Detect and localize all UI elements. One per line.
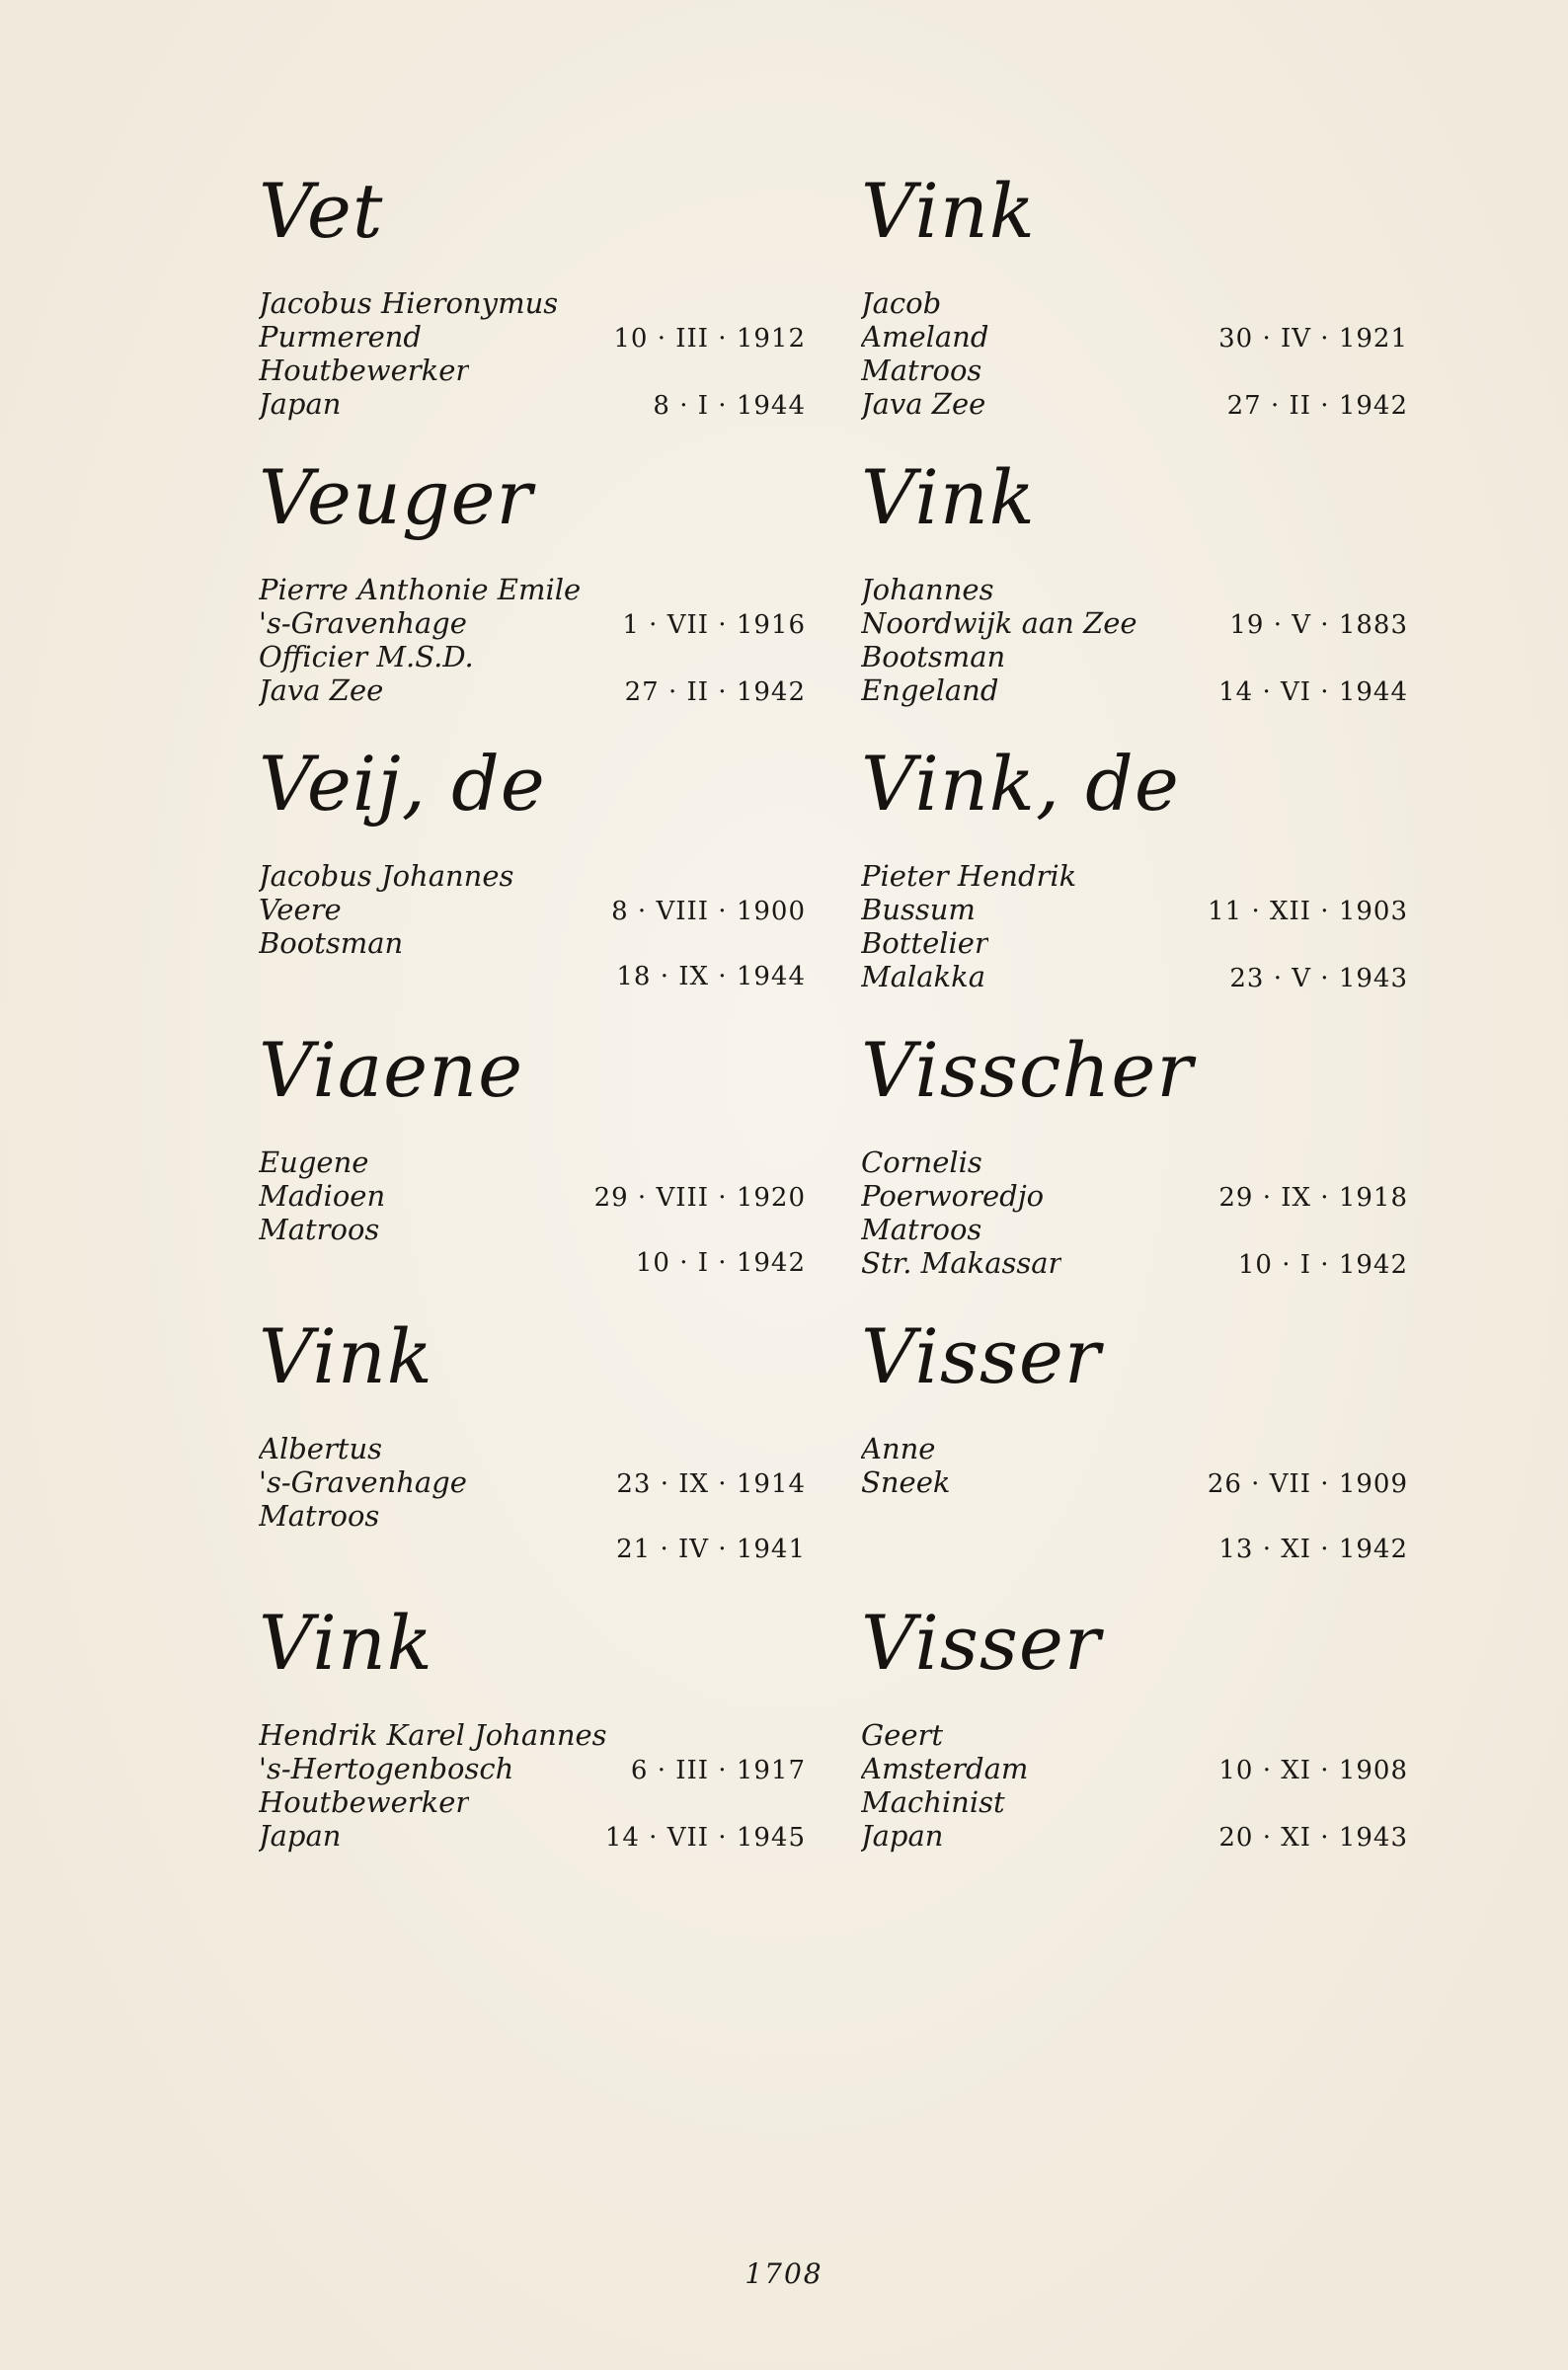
- entry-given-names: Jacobus Hieronymus: [259, 286, 559, 320]
- entry-birthplace: Sneek: [861, 1465, 951, 1499]
- entry-death-row: [861, 1533, 1414, 1566]
- entry-given-names-row: [259, 1432, 812, 1465]
- entry-given-names: Cornelis: [861, 1146, 982, 1179]
- entry-occupation-row: [259, 1785, 812, 1819]
- entry-surname: Vink: [861, 453, 1036, 541]
- memorial-entry: [861, 168, 1414, 454]
- entry-death-date: 14 · VI · 1944: [1218, 677, 1408, 707]
- entry-birthplace: Noordwijk aan Zee: [861, 606, 1137, 640]
- entry-birthplace: Madioen: [259, 1179, 386, 1213]
- entry-given-names: Pierre Anthonie Emile: [259, 573, 582, 606]
- entry-death-place: Engeland: [861, 673, 999, 707]
- entry-death-row: [861, 960, 1414, 993]
- entry-occupation: Houtbewerker: [259, 354, 470, 387]
- entry-birth-row: [259, 1465, 812, 1499]
- entry-occupation: Machinist: [861, 1785, 1005, 1819]
- entry-given-names: Albertus: [259, 1432, 383, 1465]
- entry-death-place: Java Zee: [259, 673, 384, 707]
- entry-given-names-row: [861, 1146, 1414, 1179]
- entry-given-names-row: [861, 859, 1414, 893]
- entry-occupation-row: [861, 926, 1414, 960]
- memorial-entry: [259, 1600, 812, 1886]
- entry-surname: Vet: [259, 167, 384, 255]
- entry-birthplace: Poerworedjo: [861, 1179, 1045, 1213]
- entry-birth-date: 29 · IX · 1918: [1218, 1183, 1408, 1213]
- entry-given-names-row: [861, 286, 1414, 320]
- entry-birthplace: 's-Gravenhage: [259, 606, 467, 640]
- memorial-entry: [861, 741, 1414, 1027]
- entry-occupation-row: [259, 640, 812, 673]
- entry-death-date: 21 · IV · 1941: [616, 1535, 806, 1564]
- entry-death-place: Japan: [861, 1819, 944, 1853]
- entry-death-row: [861, 1819, 1414, 1853]
- entry-birth-row: [259, 606, 812, 640]
- entry-birthplace: Ameland: [861, 320, 989, 354]
- entry-death-date: 27 · II · 1942: [624, 677, 806, 707]
- entry-death-row: [259, 673, 812, 707]
- entry-birthplace: Amsterdam: [861, 1752, 1029, 1785]
- entry-given-names-row: [259, 286, 812, 320]
- entry-birth-date: 11 · XII · 1903: [1208, 897, 1408, 926]
- entry-birth-row: [861, 1465, 1414, 1499]
- entry-birth-row: [259, 1179, 812, 1213]
- entry-given-names-row: [861, 573, 1414, 606]
- entry-birth-date: 23 · IX · 1914: [616, 1469, 806, 1499]
- entry-death-row: [861, 1246, 1414, 1280]
- entry-birth-date: 10 · XI · 1908: [1218, 1756, 1408, 1785]
- entry-occupation-row: [861, 1785, 1414, 1819]
- memorial-entry: [861, 1313, 1414, 1600]
- page-number: 1708: [745, 2257, 823, 2290]
- entry-given-names-row: [259, 573, 812, 606]
- entry-occupation: Matroos: [259, 1499, 380, 1533]
- entry-occupation-row: [861, 354, 1414, 387]
- entry-occupation: Matroos: [861, 354, 982, 387]
- entry-birthplace: Veere: [259, 893, 342, 926]
- entry-occupation: Matroos: [259, 1213, 380, 1246]
- right-column: [861, 168, 1414, 1886]
- entry-surname: Vink: [259, 1599, 433, 1687]
- entry-occupation-row: [259, 926, 812, 960]
- entry-occupation: Bootsman: [259, 926, 404, 960]
- entry-surname: Vink: [259, 1312, 433, 1400]
- entry-death-place: Japan: [259, 387, 342, 421]
- entry-birth-date: 30 · IV · 1921: [1218, 324, 1408, 354]
- entry-death-row: [259, 960, 812, 993]
- entry-surname: Visscher: [861, 1026, 1194, 1114]
- memorial-entry: [861, 1600, 1414, 1886]
- entry-given-names: Anne: [861, 1432, 936, 1465]
- entry-occupation: Officier M.S.D.: [259, 640, 474, 673]
- entry-given-names-row: [259, 1718, 812, 1752]
- entry-death-date: 20 · XI · 1943: [1218, 1823, 1408, 1853]
- entry-birth-row: [861, 1179, 1414, 1213]
- entry-death-row: [259, 1246, 812, 1280]
- entry-given-names: Eugene: [259, 1146, 369, 1179]
- entry-given-names: Johannes: [861, 573, 994, 606]
- entry-given-names-row: [861, 1718, 1414, 1752]
- entry-birth-date: 10 · III · 1912: [613, 324, 806, 354]
- entry-birth-date: 26 · VII · 1909: [1207, 1469, 1408, 1499]
- entry-given-names-row: [259, 859, 812, 893]
- entry-occupation: Houtbewerker: [259, 1785, 470, 1819]
- entry-death-date: 10 · I · 1942: [1237, 1250, 1408, 1280]
- memorial-entry: [259, 454, 812, 741]
- entry-occupation-row: [861, 1499, 1414, 1533]
- entry-surname: Visser: [861, 1312, 1102, 1400]
- entry-birthplace: Bussum: [861, 893, 976, 926]
- entry-death-place: Java Zee: [861, 387, 986, 421]
- entry-birth-date: 19 · V · 1883: [1229, 610, 1408, 640]
- entry-birth-row: [861, 320, 1414, 354]
- entry-occupation-row: [259, 354, 812, 387]
- entry-surname: Veij, de: [259, 740, 546, 828]
- entry-death-date: 23 · V · 1943: [1229, 964, 1408, 993]
- entry-given-names-row: [861, 1432, 1414, 1465]
- entry-birth-date: 8 · VIII · 1900: [611, 897, 806, 926]
- entry-birth-row: [861, 1752, 1414, 1785]
- entry-birth-date: 29 · VIII · 1920: [593, 1183, 806, 1213]
- entry-given-names: Pieter Hendrik: [861, 859, 1077, 893]
- entry-death-place: Japan: [259, 1819, 342, 1853]
- memorial-entry: [861, 454, 1414, 741]
- entry-death-date: 27 · II · 1942: [1226, 391, 1408, 421]
- entry-birth-row: [259, 320, 812, 354]
- entry-death-row: [861, 387, 1414, 421]
- entry-occupation-row: [259, 1213, 812, 1246]
- entry-death-row: [259, 1533, 812, 1566]
- entry-birthplace: 's-Gravenhage: [259, 1465, 467, 1499]
- entry-death-place: Malakka: [861, 960, 985, 993]
- entry-birthplace: Purmerend: [259, 320, 422, 354]
- entry-birthplace: 's-Hertogenbosch: [259, 1752, 514, 1785]
- entry-birth-row: [259, 1752, 812, 1785]
- entry-occupation: Matroos: [861, 1213, 982, 1246]
- entry-death-date: 14 · VII · 1945: [604, 1823, 806, 1853]
- entry-birth-row: [861, 606, 1414, 640]
- entry-birth-row: [861, 893, 1414, 926]
- memorial-entry: [259, 1027, 812, 1313]
- entry-occupation: Bootsman: [861, 640, 1006, 673]
- entry-given-names: Jacob: [861, 286, 942, 320]
- entry-surname: Viaene: [259, 1026, 524, 1114]
- entry-given-names: Geert: [861, 1718, 944, 1752]
- entry-birth-row: [259, 893, 812, 926]
- entry-birth-date: 6 · III · 1917: [630, 1756, 806, 1785]
- memorial-entry: [259, 1313, 812, 1600]
- left-column: [259, 168, 812, 1886]
- entry-occupation-row: [861, 640, 1414, 673]
- entry-occupation: Bottelier: [861, 926, 988, 960]
- entry-death-date: 18 · IX · 1944: [616, 962, 806, 991]
- entry-death-row: [259, 387, 812, 421]
- memorial-entry: [861, 1027, 1414, 1313]
- entry-death-row: [259, 1819, 812, 1853]
- memorial-entry: [259, 168, 812, 454]
- entry-death-row: [861, 673, 1414, 707]
- entry-death-place: Str. Makassar: [861, 1246, 1062, 1280]
- entry-surname: Vink, de: [861, 740, 1180, 828]
- entry-surname: Veuger: [259, 453, 533, 541]
- memorial-entry: [259, 741, 812, 1027]
- entry-occupation-row: [861, 1213, 1414, 1246]
- entry-death-date: 13 · XI · 1942: [1218, 1535, 1408, 1564]
- entry-death-date: 10 · I · 1942: [635, 1248, 806, 1278]
- entry-occupation-row: [259, 1499, 812, 1533]
- entry-death-date: 8 · I · 1944: [653, 391, 806, 421]
- entry-surname: Vink: [861, 167, 1036, 255]
- entry-given-names-row: [259, 1146, 812, 1179]
- entry-birth-date: 1 · VII · 1916: [622, 610, 806, 640]
- entry-given-names: Jacobus Johannes: [259, 859, 514, 893]
- entry-given-names: Hendrik Karel Johannes: [259, 1718, 607, 1752]
- entry-surname: Visser: [861, 1599, 1102, 1687]
